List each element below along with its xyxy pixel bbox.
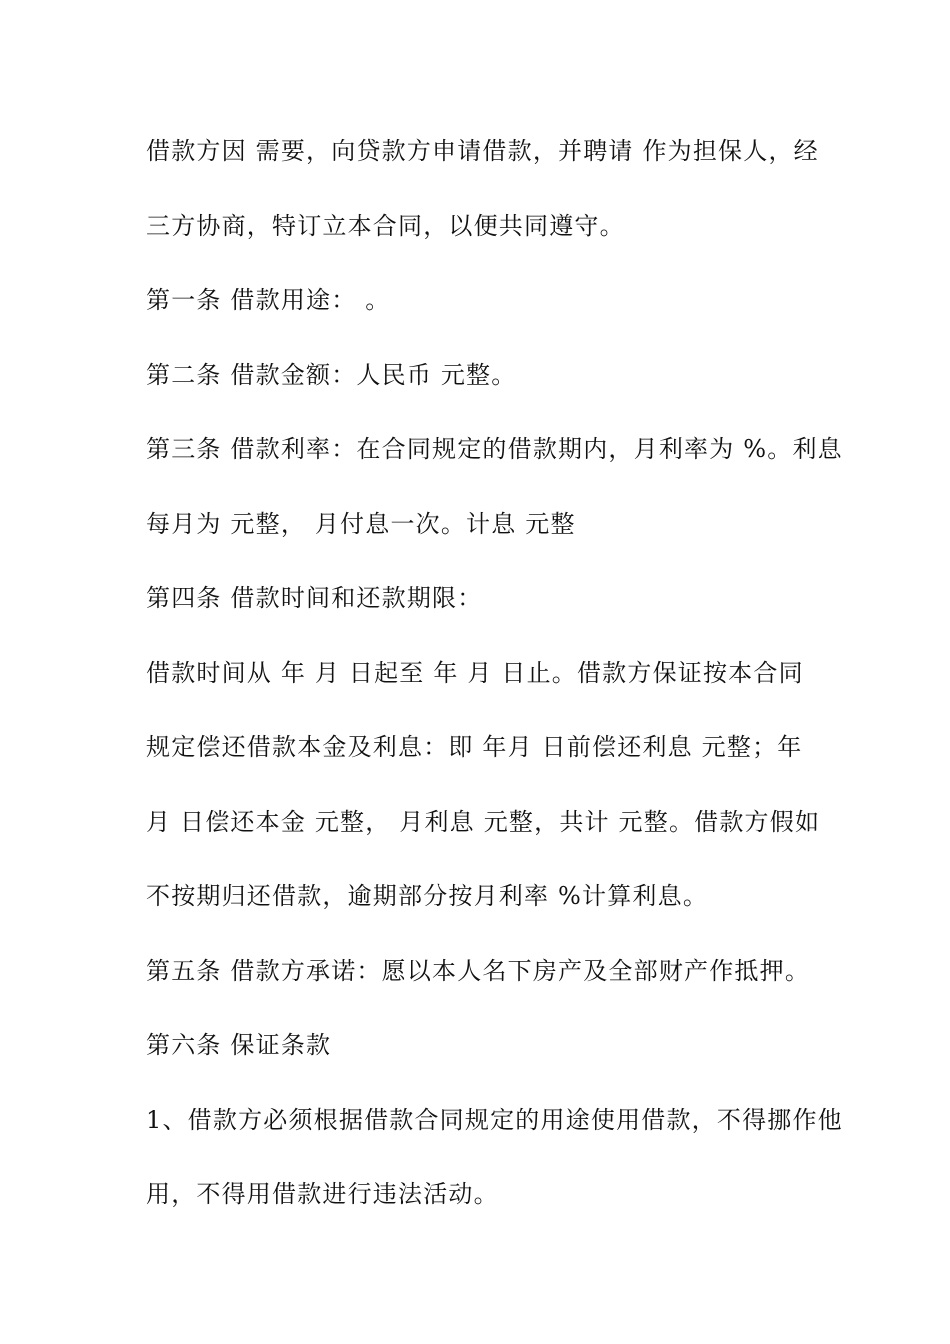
article-2-loan-amount: 第二条 借款金额：人民币 元整。 (146, 360, 517, 389)
contract-text (146, 131, 843, 1249)
article-3-interest-rate: 第三条 借款利率：在合同规定的借款期内，月利率为 %。利息 (146, 435, 843, 463)
text-line-1: 借款方因 需要，向贷款方申请借款，并聘请 作为担保人，经 (146, 137, 819, 165)
text-line-9: 规定偿还借款本金及利息：即 年月 日前偿还利息 元整；年 (146, 733, 803, 761)
article-1-loan-purpose: 第一条 借款用途： 。 (146, 286, 391, 314)
article-5-borrower-commitment: 第五条 借款方承诺：愿以本人名下房产及全部财产作抵押。 (146, 956, 811, 985)
text-line-11: 不按期归还借款，逾期部分按月利率 %计算利息。 (146, 882, 709, 910)
article-4-loan-term: 第四条 借款时间和还款期限： (146, 584, 483, 612)
text-line-14: 1、借款方必须根据借款合同规定的用途使用借款，不得挪作他 (146, 1105, 843, 1134)
text-line-6: 每月为 元整， 月付息一次。计息 元整 (146, 509, 576, 538)
text-line-15: 用，不得用借款进行违法活动。 (146, 1180, 499, 1208)
article-6-guarantee-terms: 第六条 保证条款 (146, 1031, 332, 1059)
text-line-2: 三方协商，特订立本合同，以便共同遵守。 (146, 211, 625, 240)
text-line-10: 月 日偿还本金 元整， 月利息 元整，共计 元整。借款方假如 (146, 807, 821, 836)
text-line-8: 借款时间从 年 月 日起至 年 月 日止。借款方保证按本合同 (146, 658, 804, 687)
